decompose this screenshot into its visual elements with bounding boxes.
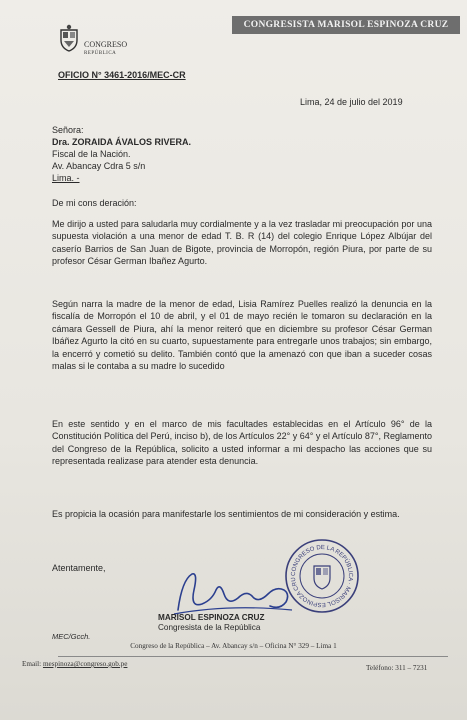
greeting: De mi cons deración: (52, 198, 137, 208)
recipient-title: Fiscal de la Nación. (52, 149, 131, 159)
footer-email-label: Email: (22, 660, 42, 668)
official-seal (284, 538, 360, 614)
recipient-name: Dra. ZORAIDA ÁVALOS RIVERA. (52, 137, 192, 147)
footer-email-address[interactable]: mespinoza@congreso.gob.pe (42, 660, 128, 668)
author-initials: MEC/Gcch. (52, 632, 91, 641)
body-paragraph-4: Es propicia la ocasión para manifestarle los sentimientos de mi consideración y estima. (52, 509, 400, 519)
logo-sub: REPÚBLICA (84, 51, 117, 56)
document-date: Lima, 24 de julio del 2019 (300, 97, 403, 107)
footer-phone: Teléfono: 311 – 7231 (366, 664, 428, 672)
footer-email (22, 660, 127, 668)
body-paragraph-1: Me dirijo a usted para saludarla muy cordialmente y a la vez trasladar mi preocupación por una supuesta violación a una menor de edad T. B. R (14) del colegio Enrique López Albújar del caserío Barrios de San Juan de Bigote, provincia de Morropón, región Piura, por parte de su profesor César German Ibañez Agurto. (52, 219, 432, 267)
closing: Atentamente, (52, 563, 106, 573)
body-paragraph-2: Según narra la madre de la menor de edad, Lisia Ramírez Puelles realizó la denuncia en la fiscalía de Morropón el 10 de abril, y el 01 de mayo recién le tomaron su declaración en la cámara Gessell de Piura, ahí la menor reiteró que en diciembre su profesor César German Ibáñez Agurto la citó en su cuarto, supuestamente para entregarle unos trabajos; sin embargo, la encerró y cometió su delito. También contó que la amenazó con que iban a suceder cosas malas si le contaba a su madre lo sucedido (52, 299, 432, 372)
signer-title: Congresista de la República (158, 623, 261, 632)
congress-logo (58, 20, 138, 66)
footer-divider (58, 656, 448, 657)
footer-address: Congreso de la República – Av. Abancay s/n – Oficina N° 329 – Lima 1 (130, 642, 337, 650)
recipient-address: Av. Abancay Cdra 5 s/n (52, 161, 146, 171)
signature-block (158, 613, 264, 633)
logo-name: CONGRESO (84, 40, 128, 49)
signer-name: MARISOL ESPINOZA CRUZ (158, 613, 265, 622)
header-banner: CONGRESISTA MARISOL ESPINOZA CRUZ (232, 16, 460, 34)
recipient-city: Lima. - (52, 173, 80, 183)
document-reference: OFICIO N° 3461-2016/MEC-CR (58, 70, 186, 80)
seal-text: CONGRESO DE LA REPÚBLICA · MARISOL ESPINOZA CRU (290, 544, 354, 608)
recipient-salutation: Señora: (52, 125, 84, 135)
body-paragraph-3: En este sentido y en el marco de mis facultades establecidas en el Artículo 96° de la Constitución Política del Perú, inciso b), de los Artículos 22° y 64° y el Artículo 87°, Reglamento del Congreso de la República, solicito a usted informar a mi despacho las acciones que su representada realizase para atender esta denuncia. (52, 419, 432, 467)
coat-of-arms-icon (58, 24, 80, 52)
recipient-block (52, 124, 191, 184)
